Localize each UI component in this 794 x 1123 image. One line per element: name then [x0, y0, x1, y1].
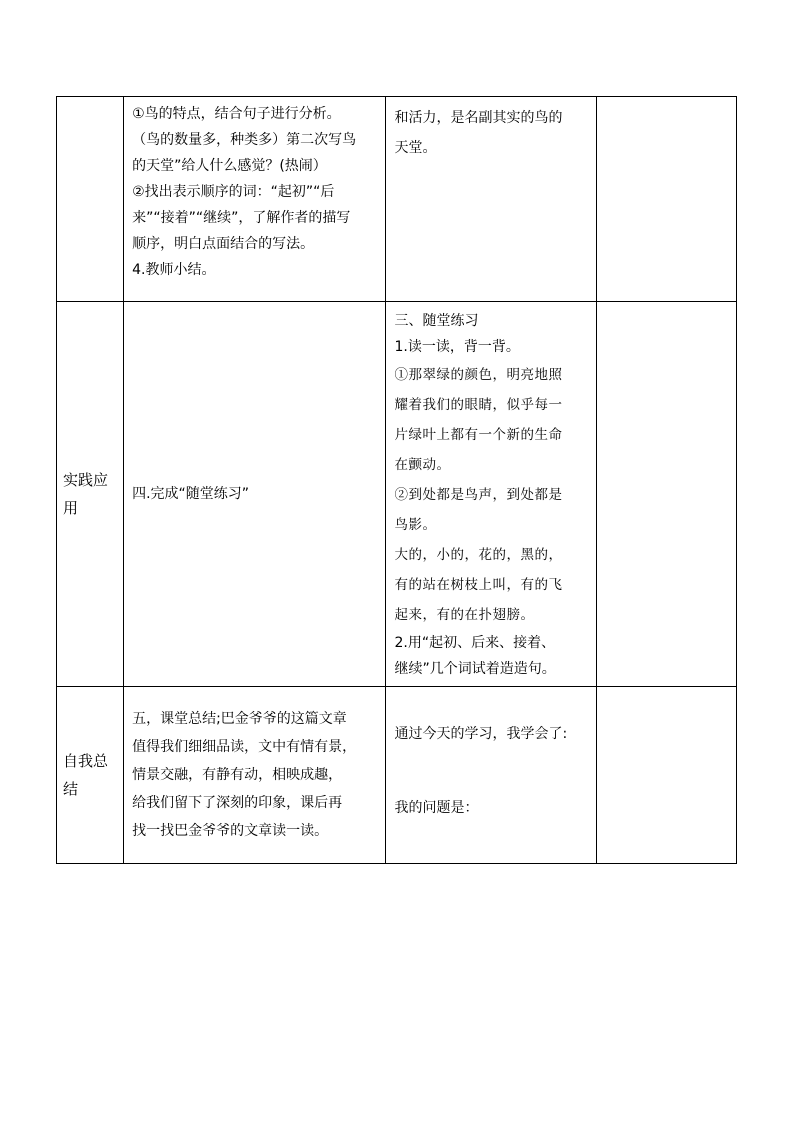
activity-line: 来”“接着”“继续”，了解作者的描写 [132, 210, 351, 226]
reflection-cell [386, 687, 596, 864]
stage-label-cell [57, 687, 124, 864]
stage-label-cell [57, 97, 124, 302]
passage-line: 有的站在树枝上叫，有的飞 [394, 577, 563, 593]
teacher-activity-cell [124, 302, 386, 687]
summary-line: 五，课堂总结;巴金爷爷的这篇文章 [132, 711, 347, 727]
table-row [57, 97, 737, 302]
stage-label: 实践应用 [63, 471, 109, 517]
passage-line: 片绿叶上都有一个新的生命 [394, 427, 563, 443]
note-cell [596, 302, 736, 687]
learned-prompt: 通过今天的学习，我学会了: [394, 726, 568, 742]
student-line: 天堂。 [394, 140, 437, 156]
practice-cell [386, 302, 596, 687]
table-row [57, 687, 737, 864]
passage-line: 在颤动。 [394, 457, 451, 473]
practice-item: 继续”几个词试着造造句。 [394, 661, 556, 677]
question-prompt: 我的问题是： [394, 800, 479, 816]
passage-line: 大的，小的，花的，黑的， [394, 547, 563, 563]
stage-label-cell [57, 302, 124, 687]
passage-line: 起来，有的在扑翅膀。 [394, 607, 535, 623]
note-cell [596, 97, 736, 302]
stage-label: 自我总结 [63, 752, 109, 798]
activity-line: （鸟的数量多，种类多）第二次写鸟 [132, 132, 357, 148]
practice-heading: 三、随堂练习 [394, 313, 479, 329]
practice-item: 2.用“起初、后来、接着、 [394, 635, 556, 651]
table-row [57, 302, 737, 687]
activity-line: ②找出表示顺序的词：“起初”“后 [132, 184, 335, 200]
activity-line: ①鸟的特点，结合句子进行分析。 [132, 106, 341, 122]
summary-line: 给我们留下了深刻的印象，课后再 [132, 795, 343, 811]
activity-line: 四.完成“随堂练习” [132, 486, 250, 502]
teacher-activity-cell [124, 687, 386, 864]
summary-line: 值得我们细细品读，文中有情有景， [132, 739, 357, 755]
summary-line: 情景交融，有静有动，相映成趣， [132, 767, 343, 783]
lesson-plan-table [56, 96, 737, 864]
activity-line: 的天堂”给人什么感觉？(热闹） [132, 158, 327, 174]
passage-line: ②到处都是鸟声，到处都是 [394, 487, 563, 503]
practice-item: 1.读一读，背一背。 [394, 339, 520, 355]
passage-line: 耀着我们的眼睛，似乎每一 [394, 397, 563, 413]
activity-line: 顺序，明白点面结合的写法。 [132, 236, 315, 252]
student-activity-cell [386, 97, 596, 302]
note-cell [596, 687, 736, 864]
passage-line: ①那翠绿的颜色，明亮地照 [394, 367, 563, 383]
student-line: 和活力，是名副其实的鸟的 [394, 110, 563, 126]
teacher-activity-cell [124, 97, 386, 302]
activity-line: 4.教师小结。 [132, 262, 216, 278]
summary-line: 找一找巴金爷爷的文章读一读。 [132, 823, 329, 839]
passage-line: 鸟影。 [394, 517, 437, 533]
